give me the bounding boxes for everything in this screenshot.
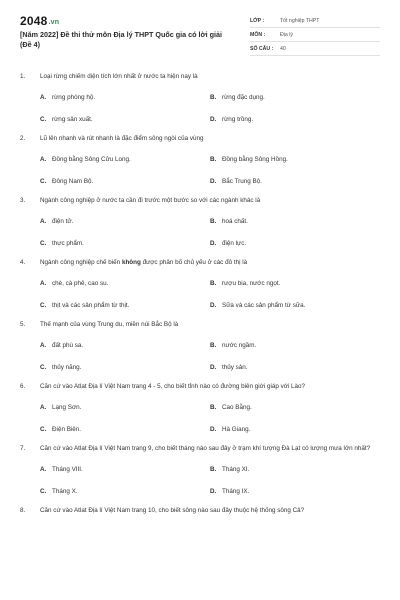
option-letter: A. — [40, 280, 47, 287]
option-text: chè, cà phê, cao su. — [52, 280, 109, 287]
question-stem — [20, 320, 380, 329]
option-text: nước ngầm. — [222, 342, 257, 349]
answer-option[interactable] — [40, 341, 210, 350]
option-letter: D. — [210, 240, 217, 247]
answer-options — [20, 279, 380, 310]
question-item — [20, 320, 380, 372]
option-text: rừng sản xuất. — [52, 116, 93, 123]
question-stem — [20, 382, 380, 391]
option-text: Tháng XI. — [222, 466, 250, 473]
option-letter: A. — [40, 218, 47, 225]
question-stem — [20, 444, 380, 453]
question-stem — [20, 134, 380, 143]
option-letter: B. — [210, 156, 217, 163]
question-number: 4. — [20, 259, 26, 266]
question-number: 2. — [20, 135, 26, 142]
option-text: rừng đặc dụng. — [222, 94, 265, 101]
answer-option[interactable] — [40, 217, 210, 226]
info-label: MÔN : — [250, 31, 266, 38]
option-letter: A. — [40, 94, 47, 101]
question-number: 7. — [20, 445, 26, 452]
option-text: thủy năng. — [52, 364, 82, 371]
info-value: 40 — [280, 45, 286, 52]
option-text: Đồng bằng Sông Hồng. — [222, 156, 288, 163]
option-letter: B. — [210, 280, 217, 287]
answer-option[interactable] — [210, 403, 380, 412]
question-list — [20, 72, 380, 525]
option-letter: D. — [210, 178, 217, 185]
answer-option[interactable] — [210, 177, 380, 186]
option-letter: A. — [40, 466, 47, 473]
question-item — [20, 196, 380, 248]
option-text: Tháng VIII. — [52, 466, 83, 473]
option-text: Lạng Sơn. — [52, 404, 82, 411]
option-letter: D. — [210, 488, 217, 495]
option-text: điện tử. — [52, 218, 74, 225]
answer-option[interactable] — [210, 487, 380, 496]
question-item — [20, 444, 380, 496]
question-text: Căn cứ vào Atlat Địa lí Việt Nam trang 4 - 5, cho biết tỉnh nào có đường biên giới giáp với Lào? — [40, 383, 306, 390]
option-letter: D. — [210, 116, 217, 123]
option-letter: C. — [40, 116, 47, 123]
info-label: SỐ CÂU : — [250, 45, 274, 52]
question-number: 3. — [20, 197, 26, 204]
answer-option[interactable] — [210, 279, 380, 288]
answer-option[interactable] — [40, 301, 210, 310]
option-letter: B. — [210, 404, 217, 411]
question-stem — [20, 258, 380, 267]
question-text: Lũ lên nhanh và rút nhanh là đặc điểm sông ngòi của vùng — [40, 135, 204, 142]
answer-options — [20, 465, 380, 496]
answer-options — [20, 403, 380, 434]
option-text: hoá chất. — [222, 218, 248, 225]
worksheet-title: [Năm 2022] Đề thi thử môn Địa lý THPT Quốc gia có lời giải (Đề 4) — [20, 30, 223, 49]
worksheet-info — [250, 14, 380, 56]
question-text: Loại rừng chiếm diện tích lớn nhất ở nước ta hiện nay là — [40, 73, 198, 80]
option-letter: C. — [40, 364, 47, 371]
answer-option[interactable] — [210, 239, 380, 248]
info-row-count — [250, 42, 380, 56]
answer-option[interactable] — [40, 115, 210, 124]
question-text: Thế mạnh của vùng Trung du, miền núi Bắc Bộ là — [40, 321, 179, 328]
option-text: Bắc Trung Bộ. — [222, 178, 262, 185]
option-letter: A. — [40, 156, 47, 163]
worksheet-header — [0, 0, 400, 62]
option-letter: A. — [40, 404, 47, 411]
option-text: đất phù sa. — [52, 342, 84, 349]
answer-option[interactable] — [210, 301, 380, 310]
question-stem — [20, 506, 380, 515]
question-stem — [20, 72, 380, 81]
site-logo[interactable] — [20, 14, 59, 28]
answer-option[interactable] — [40, 155, 210, 164]
question-stem — [20, 196, 380, 205]
option-text: điện lực. — [222, 240, 247, 247]
option-letter: D. — [210, 426, 217, 433]
answer-option[interactable] — [40, 279, 210, 288]
answer-option[interactable] — [210, 425, 380, 434]
info-label: LỚP : — [250, 17, 265, 24]
answer-option[interactable] — [40, 425, 210, 434]
answer-option[interactable] — [210, 93, 380, 102]
answer-option[interactable] — [210, 217, 380, 226]
option-letter: B. — [210, 342, 217, 349]
option-text: thịt và các sản phẩm từ thịt. — [52, 302, 130, 309]
question-number: 6. — [20, 383, 26, 390]
info-value: Địa lý — [280, 31, 293, 38]
answer-option[interactable] — [40, 93, 210, 102]
option-text: Hà Giang. — [222, 426, 251, 433]
option-letter: D. — [210, 364, 217, 371]
option-letter: C. — [40, 488, 47, 495]
option-letter: B. — [210, 466, 217, 473]
option-text: rượu bia, nước ngọt. — [222, 280, 281, 287]
info-value: Tốt nghiệp THPT — [280, 17, 320, 24]
option-letter: C. — [40, 240, 47, 247]
option-text: Cao Bằng. — [222, 404, 252, 411]
question-number: 8. — [20, 507, 26, 514]
option-text: rừng trồng. — [222, 116, 254, 123]
answer-options — [20, 217, 380, 248]
option-letter: A. — [40, 342, 47, 349]
question-text: Ngành công nghiệp chế biến không được phân bố chủ yếu ở các đô thị là — [40, 259, 248, 266]
question-item — [20, 258, 380, 310]
answer-option[interactable] — [40, 363, 210, 372]
question-text: Căn cứ vào Atlat Địa lí Việt Nam trang 9, cho biết tháng nào sau đây ở trạm khí tượng Đà Lạt có lượng mưa lớn nhất? — [40, 445, 371, 452]
option-letter: D. — [210, 302, 217, 309]
option-letter: B. — [210, 94, 217, 101]
question-number: 5. — [20, 321, 26, 328]
answer-options — [20, 93, 380, 124]
option-letter: B. — [210, 218, 217, 225]
answer-options — [20, 155, 380, 186]
answer-option[interactable] — [40, 177, 210, 186]
option-text: thủy sản. — [222, 364, 248, 371]
answer-option[interactable] — [40, 403, 210, 412]
option-text: Tháng IX. — [222, 488, 250, 495]
option-text: thực phẩm. — [52, 240, 84, 247]
answer-option[interactable] — [210, 363, 380, 372]
question-text: Ngành công nghiệp ở nước ta cần đi trước một bước so với các ngành khác là — [40, 197, 261, 204]
option-letter: C. — [40, 426, 47, 433]
answer-option[interactable] — [210, 115, 380, 124]
option-text: Đông Nam Bộ. — [52, 178, 94, 185]
option-text: Tháng X. — [52, 488, 78, 495]
question-number: 1. — [20, 73, 26, 80]
option-text: Đồng bằng Sông Cửu Long. — [52, 156, 131, 163]
option-text: rừng phòng hộ. — [52, 94, 96, 101]
answer-option[interactable] — [210, 341, 380, 350]
info-row-subject — [250, 28, 380, 42]
question-text: Căn cứ vào Atlat Địa lí Việt Nam trang 10, cho biết sông nào sau đây thuộc hệ thống sông Cả? — [40, 507, 305, 514]
answer-option[interactable] — [40, 487, 210, 496]
logo-text: 2048 — [20, 14, 48, 28]
option-text: Sữa và các sản phẩm từ sữa. — [222, 302, 306, 309]
info-row-grade — [250, 14, 380, 28]
option-letter: C. — [40, 178, 47, 185]
question-item — [20, 72, 380, 124]
answer-option[interactable] — [210, 465, 380, 474]
answer-options — [20, 341, 380, 372]
option-letter: C. — [40, 302, 47, 309]
question-item — [20, 382, 380, 434]
question-item — [20, 134, 380, 186]
answer-option[interactable] — [210, 155, 380, 164]
answer-option[interactable] — [40, 239, 210, 248]
logo-suffix: .vn — [48, 19, 60, 26]
option-text: Điện Biên. — [52, 426, 82, 433]
question-item — [20, 506, 380, 515]
emphasis-word: không — [121, 259, 141, 266]
answer-option[interactable] — [40, 465, 210, 474]
